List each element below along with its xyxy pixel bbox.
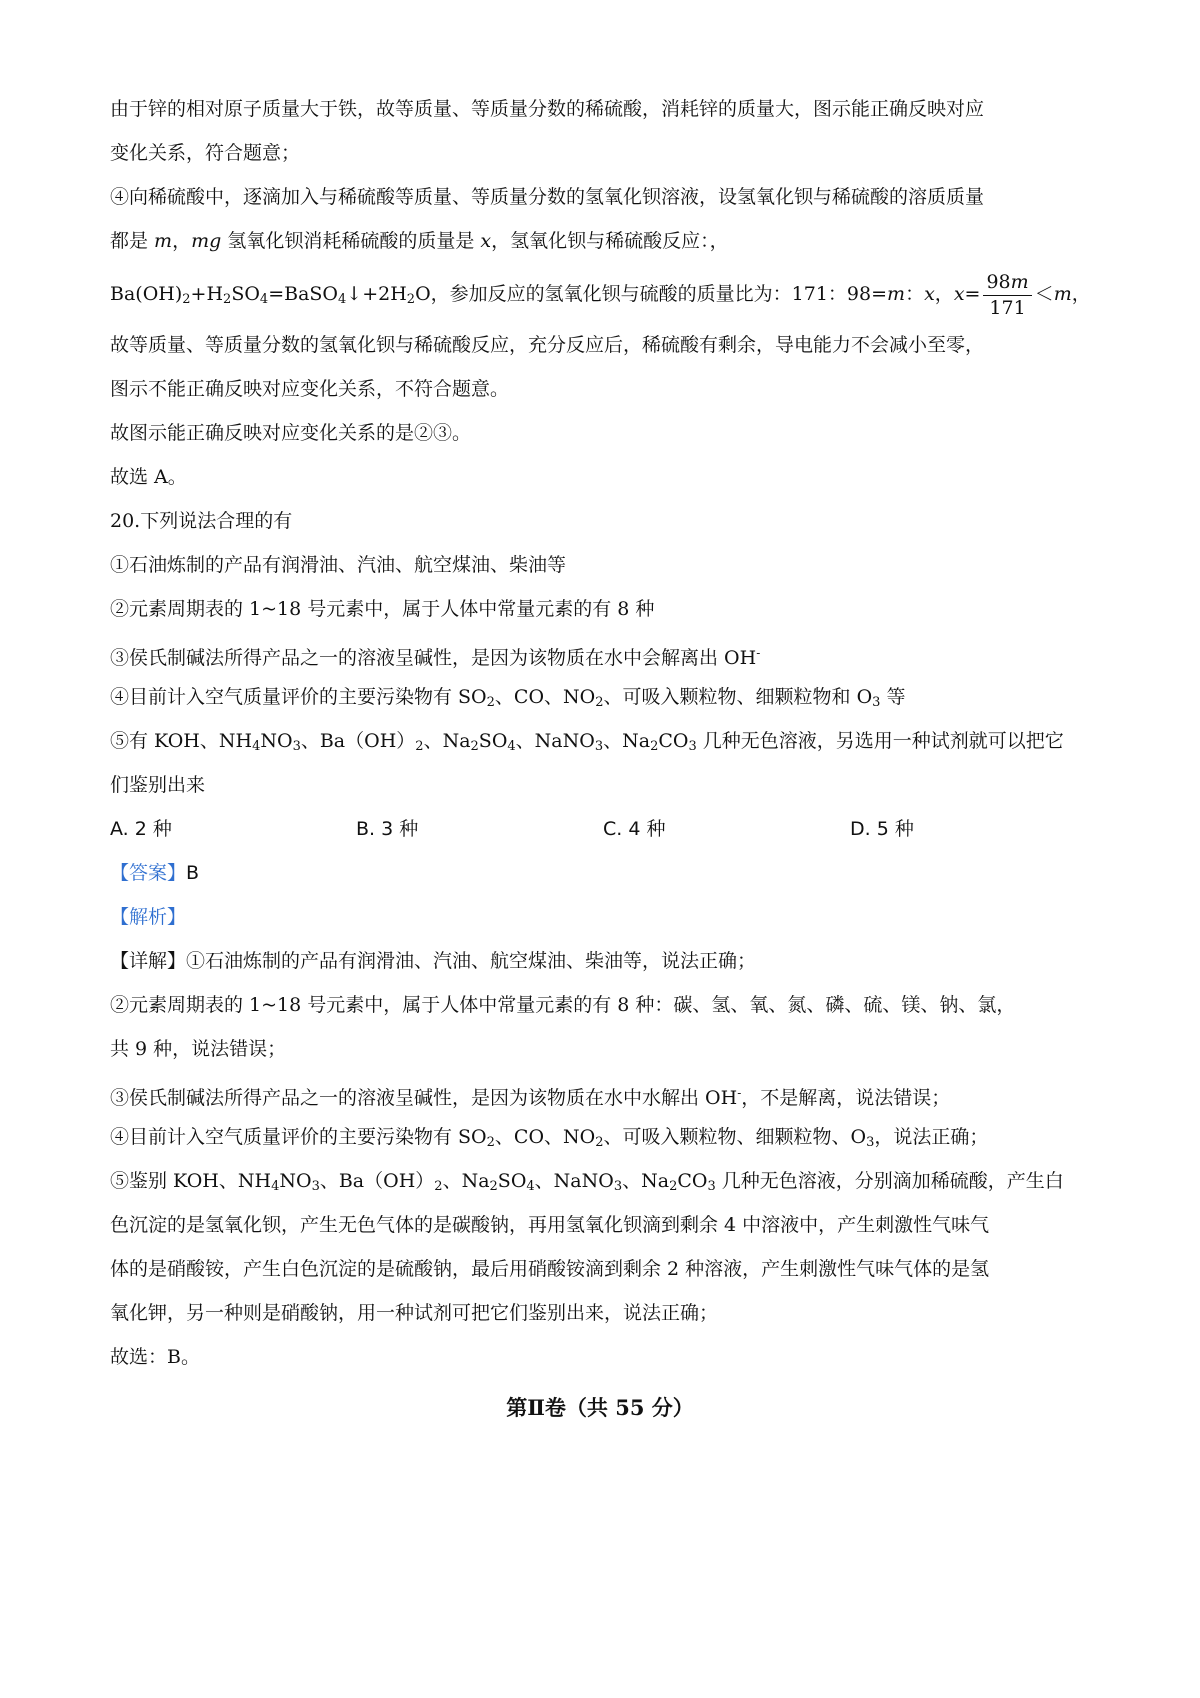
text-line: 共 9 种，说法错误； — [110, 1038, 287, 1060]
text-line: ⑤鉴别 KOH、$NH_4NO_3$、$Ba(OH)_2$、$Na_2SO_4$、NaNO$_3$、$Na_2CO_3$ 几种无色溶液，分别滴加稀硫酸，产生白 — [110, 1170, 1064, 1194]
option-b: B. 3 种 — [356, 818, 419, 840]
answer-line — [110, 860, 199, 886]
text-line: 变化关系，符合题意； — [110, 142, 301, 164]
options-row — [110, 816, 1110, 842]
text-line: 故选 A。 — [110, 466, 187, 488]
equation-line: $Ba(OH)_2+H_2SO_4=BaSO_4↓+2H_2O$，参加反应的氢氧化钡与硫酸的质量比为：171：98=m：x，x= $\frac{98m}{171}$ ＜m， — [110, 270, 1091, 319]
option-d: D. 5 种 — [850, 818, 914, 840]
text-line: 图示不能正确反映对应变化关系，不符合题意。 — [110, 378, 510, 400]
analysis-label: 【解析】 — [110, 906, 187, 928]
statement-2: ②元素周期表的 1~18 号元素中，属于人体中常量元素的有 8 种 — [110, 598, 655, 620]
text-line: 故选：B。 — [110, 1346, 200, 1368]
text-line: 氧化钾，另一种则是硝酸钠，用一种试剂可把它们鉴别出来，说法正确； — [110, 1302, 719, 1324]
text-line: 故等质量、等质量分数的氢氧化钡与稀硫酸反应，充分反应后，稀硫酸有剩余，导电能力不会减小至零， — [110, 334, 985, 356]
text-line: ③侯氏制碱法所得产品之一的溶液呈碱性，是因为该物质在水中水解出 OH-，不是解离，说法错误； — [110, 1086, 951, 1109]
question-stem: 20.下列说法合理的有 — [110, 510, 293, 532]
statement-5-cont: 们鉴别出来 — [110, 774, 206, 796]
statement-3: ③侯氏制碱法所得产品之一的溶液呈碱性，是因为该物质在水中会解离出 OH- — [110, 646, 761, 669]
section-title: 第Ⅱ卷（共 55 分） — [506, 1395, 694, 1420]
statement-5: ⑤有 KOH、$NH_4NO_3$、$Ba(OH)_2$、$Na_2SO_4$、NaNO$_3$、$Na_2CO_3$ 几种无色溶液，另选用一种试剂就可以把它 — [110, 730, 1064, 754]
text-line: ④向稀硫酸中，逐滴加入与稀硫酸等质量、等质量分数的氢氧化钡溶液，设氢氧化钡与稀硫酸的溶质质量 — [110, 186, 985, 208]
chemical-equation: $Ba(OH)_2+H_2SO_4=BaSO_4↓+2H_2O$ — [110, 283, 431, 307]
statement-1: ①石油炼制的产品有润滑油、汽油、航空煤油、柴油等 — [110, 554, 567, 576]
text-line: 由于锌的相对原子质量大于铁，故等质量、等质量分数的稀硫酸，消耗锌的质量大，图示能正确反映对应 — [110, 98, 985, 120]
text-line: 体的是硝酸铵，产生白色沉淀的是硫酸钠，最后用硝酸铵滴到剩余 2 种溶液，产生刺激性气味气体的是氢 — [110, 1258, 990, 1280]
answer-label: 【答案】 — [110, 862, 187, 884]
fraction: $\frac{98m}{171}$ — [983, 273, 1031, 318]
text-line: 都是 m，mg 氢氧化钡消耗稀硫酸的质量是 x，氢氧化钡与稀硫酸反应：， — [110, 230, 729, 252]
option-c: C. 4 种 — [603, 818, 666, 840]
option-a: A. 2 种 — [110, 818, 172, 840]
text-line: 故图示能正确反映对应变化关系的是②③。 — [110, 422, 472, 444]
statement-4: ④目前计入空气质量评价的主要污染物有 $SO_2$、CO、$NO_2$、可吸入颗粒物、细颗粒物和 $O_3$ 等 — [110, 686, 906, 710]
text-line: ④目前计入空气质量评价的主要污染物有 $SO_2$、CO、$NO_2$、可吸入颗粒物、细颗粒物、$O_3$，说法正确； — [110, 1126, 989, 1150]
answer-value: B — [186, 862, 200, 884]
text-line: 色沉淀的是氢氧化钡，产生无色气体的是碳酸钠，再用氢氧化钡滴到剩余 4 中溶液中，产生刺激性气味气 — [110, 1214, 990, 1236]
text-line: ②元素周期表的 1~18 号元素中，属于人体中常量元素的有 8 种：碳、氢、氧、氮、磷、硫、镁、钠、氯， — [110, 994, 1016, 1016]
detail-label: 【详解】 — [110, 950, 187, 972]
detail-line: 【详解】①石油炼制的产品有润滑油、汽油、航空煤油、柴油等，说法正确； — [110, 950, 757, 972]
